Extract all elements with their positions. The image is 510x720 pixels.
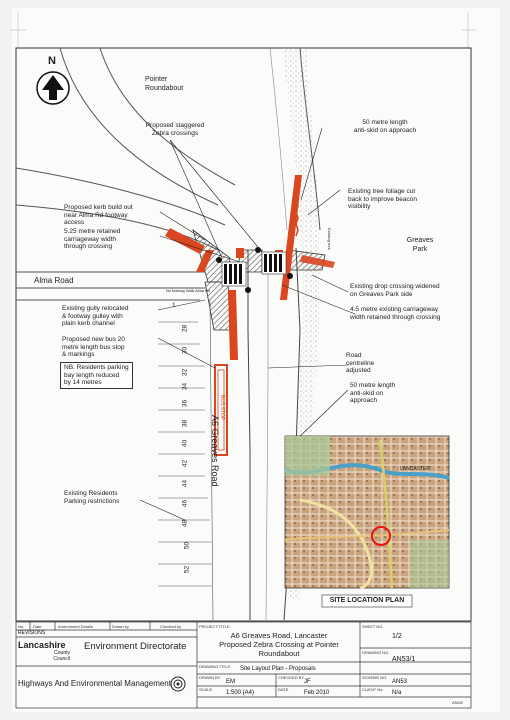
bus-stop-label: Proposed new bus 20 metre length bus stop & markings — [62, 336, 125, 359]
alma-road-label: Alma Road — [34, 276, 74, 285]
directorate-label: Environment Directorate — [84, 641, 187, 652]
north-letter: N — [48, 55, 56, 67]
date-value: Feb 2010 — [304, 690, 330, 696]
client-value: N/a — [392, 690, 402, 696]
existing-restrictions-label: Existing Residents Parking restrictions — [64, 490, 120, 505]
drawing-title: Site Layout Plan - Proposals — [240, 666, 316, 672]
house-number: 32 — [181, 368, 189, 377]
house-number: 40 — [181, 439, 189, 448]
rev-date-header: Date — [33, 624, 42, 629]
footer-code: AN53/ — [452, 700, 464, 705]
project-title: A6 Greaves Road, Lancaster Proposed Zebra Crossing at Pointer Roundabout — [219, 631, 339, 658]
retained-width-left-label: 5.25 metre retained carriageway width through crossing — [64, 228, 121, 251]
checked-label: CHECKED BY — [278, 675, 305, 680]
scale-label: SCALE — [199, 687, 213, 692]
kerb-build-out-label: Proposed kerb build out near Alma Rd footway access — [64, 204, 133, 227]
rev-details-header: Amendment Details — [58, 624, 93, 629]
drawing-title-label: DRAWING TITLE — [199, 664, 231, 669]
date-label: DATE — [278, 687, 289, 692]
residents-parking-note: NB. Residents parking bay length reduced by 14 metres — [60, 362, 133, 389]
house-number: 36 — [181, 399, 189, 408]
staggered-zebra-label: Proposed staggered Zebra crossings — [145, 122, 205, 137]
house-number: 46 — [181, 499, 189, 508]
house-number: 48 — [181, 519, 189, 528]
zebra-crossing-east — [262, 252, 286, 274]
house-number: 34 — [181, 382, 189, 391]
lancashire-rose-icon — [171, 677, 185, 691]
map-town-label: LANCASTER — [400, 466, 431, 472]
north-arrow-icon — [37, 72, 69, 104]
gully-relocated-label: Existing gully relocated & footway gulley with plain kerb channel — [62, 305, 129, 328]
tree-foliage-label: Existing tree foliage cut back to improve beacon visibility — [348, 188, 418, 211]
scale-value: 1:500 (A4) — [226, 690, 255, 696]
rev-no-header: No. — [18, 624, 25, 629]
rev-checked-header: Checked by — [160, 624, 182, 629]
sheet-value: 1/2 — [392, 633, 402, 640]
house-number: 44 — [181, 479, 189, 488]
house-number: 52 — [183, 565, 191, 574]
project-title-label: PROJECT TITLE — [199, 624, 230, 629]
road-name-label: A6 Greaves Road — [210, 415, 220, 487]
drawn-value: EM — [226, 679, 235, 685]
council-sub1: County — [54, 650, 70, 656]
no-footway-label: No footway Walk Alma Rd — [166, 289, 210, 293]
council-sub2: Council — [53, 656, 70, 662]
sheet-label: SHEET NO. — [362, 624, 384, 629]
anti-skid-top-label: 50 metre length anti-skid on approach — [353, 119, 417, 134]
house-number: 50 — [183, 541, 191, 550]
greaves-park-label: Greaves Park — [406, 237, 434, 253]
house-number-1: 1 — [172, 302, 176, 309]
scheme-value: AN53 — [392, 679, 408, 685]
revisions-label: REVISIONS — [18, 630, 46, 636]
drawn-label: DRAWN BY — [199, 675, 221, 680]
house-number: 38 — [181, 419, 189, 428]
retained-width-right-label: 4.5 metre existing carriageway width retained through crossing — [350, 306, 441, 321]
rev-drawn-header: Drawn by — [112, 624, 129, 629]
centreline-label: Road centreline adjusted — [346, 352, 375, 375]
house-number: 28 — [181, 324, 189, 333]
client-label: CLIENT No. — [362, 687, 384, 692]
checked-value: JF — [304, 679, 311, 685]
anti-skid-bottom-label: 50 metre length anti-skid on approach — [350, 382, 396, 405]
zebra-crossing-west — [222, 262, 246, 286]
drawing-no-label: DRAWING NO. — [362, 650, 390, 655]
council-name: Lancashire — [18, 640, 66, 650]
scheme-label: SCHEME NO. — [362, 675, 388, 680]
bus-stop-marking: BUS STOP — [219, 395, 225, 421]
drop-crossing-label: Existing drop crossing widened on Greaves Park side — [350, 283, 440, 298]
site-location-plan-title: SITE LOCATION PLAN — [329, 597, 405, 604]
house-number: 42 — [181, 459, 189, 468]
house-number: 30 — [181, 346, 189, 355]
drawing-no-value: AN53/1 — [392, 656, 416, 663]
tree-note-small-label: Existing tree — [327, 228, 332, 251]
council-logo — [18, 640, 70, 662]
department-label: Highways And Environmental Management — [18, 679, 171, 688]
pointer-roundabout-label: Pointer Roundabout — [145, 76, 184, 92]
